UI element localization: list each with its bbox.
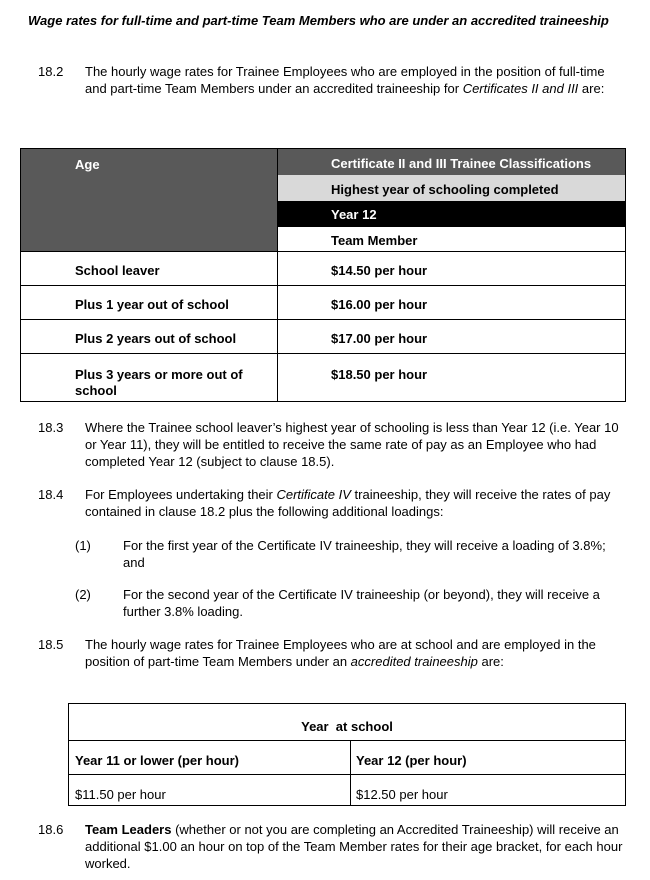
year-11-rate: $11.50 per hour bbox=[75, 787, 166, 802]
subclause-1 bbox=[75, 537, 625, 571]
rate-cell: $17.00 per hour bbox=[331, 331, 428, 346]
year-at-school-header: Year at school bbox=[301, 719, 393, 734]
section-heading: Wage rates for full-time and part-time Team Members who are under an accredited traineeship bbox=[28, 13, 609, 28]
rate-cell: $14.50 per hour bbox=[331, 263, 428, 278]
age-cell: Plus 2 years out of school bbox=[75, 331, 237, 346]
clause-number: 18.6 bbox=[38, 822, 64, 837]
trainee-rates-table bbox=[20, 148, 626, 402]
clause-18-4 bbox=[38, 486, 628, 520]
clause-18-5 bbox=[38, 636, 628, 670]
table-row bbox=[21, 319, 625, 353]
clause-text: Team Leaders (whether or not you are completing an Accredited Traineeship) will receive an additional $1.00 an hour on top of the Team Member rates for their age bracket, for each hour worked. bbox=[85, 822, 623, 871]
clause-number: 18.3 bbox=[38, 420, 64, 435]
role-header: Team Member bbox=[278, 227, 625, 251]
year-11-header: Year 11 or lower (per hour) bbox=[75, 753, 239, 768]
subclause-number: (1) bbox=[75, 538, 91, 553]
year-12-header: Year 12 (per hour) bbox=[356, 753, 467, 768]
age-column-header: Age bbox=[21, 149, 277, 251]
schooling-header: Highest year of schooling completed bbox=[278, 175, 625, 201]
age-cell: School leaver bbox=[75, 263, 160, 278]
certificate-header: Certificate II and III Trainee Classifications bbox=[278, 149, 625, 175]
clause-number: 18.5 bbox=[38, 637, 64, 652]
rate-cell: $18.50 per hour bbox=[331, 367, 428, 382]
clause-text: The hourly wage rates for Trainee Employees who are at school and are employed in the position of part-time Team Members under an accredited traineeship are: bbox=[85, 637, 596, 669]
age-cell: Plus 1 year out of school bbox=[75, 297, 229, 312]
clause-text: The hourly wage rates for Trainee Employees who are employed in the position of full-time and part-time Team Members under an accredited traineeship for Certificates II and III are: bbox=[85, 64, 605, 96]
clause-number: 18.4 bbox=[38, 487, 64, 502]
table-row bbox=[21, 353, 625, 401]
table-row bbox=[21, 251, 625, 285]
subclause-2 bbox=[75, 586, 625, 620]
year-header: Year 12 bbox=[278, 201, 625, 227]
clause-number: 18.2 bbox=[38, 64, 64, 79]
subclause-text: For the second year of the Certificate IV traineeship (or beyond), they will receive a further 3.8% loading. bbox=[123, 587, 600, 619]
row-divider bbox=[69, 740, 625, 741]
rate-cell: $16.00 per hour bbox=[331, 297, 428, 312]
clause-18-6 bbox=[38, 821, 628, 872]
age-cell: Plus 3 years or more out of school bbox=[75, 367, 243, 398]
clause-text: Where the Trainee school leaver’s highest year of schooling is less than Year 12 (i.e. Year 10 or Year 11), they will be entitled to receive the same rate of pay as an Employee who had completed Year 12 (subject to clause 18.5). bbox=[85, 420, 619, 469]
year-12-rate: $12.50 per hour bbox=[356, 787, 448, 802]
row-divider bbox=[69, 774, 625, 775]
subclause-number: (2) bbox=[75, 587, 91, 602]
table-row bbox=[21, 285, 625, 319]
school-rates-table bbox=[68, 703, 626, 806]
clause-18-2 bbox=[38, 63, 628, 97]
clause-text: For Employees undertaking their Certificate IV traineeship, they will receive the rates of pay contained in clause 18.2 plus the following additional loadings: bbox=[85, 487, 611, 519]
subclause-text: For the first year of the Certificate IV traineeship, they will receive a loading of 3.8%; and bbox=[123, 538, 606, 570]
column-divider bbox=[350, 740, 351, 805]
clause-18-3 bbox=[38, 419, 628, 470]
